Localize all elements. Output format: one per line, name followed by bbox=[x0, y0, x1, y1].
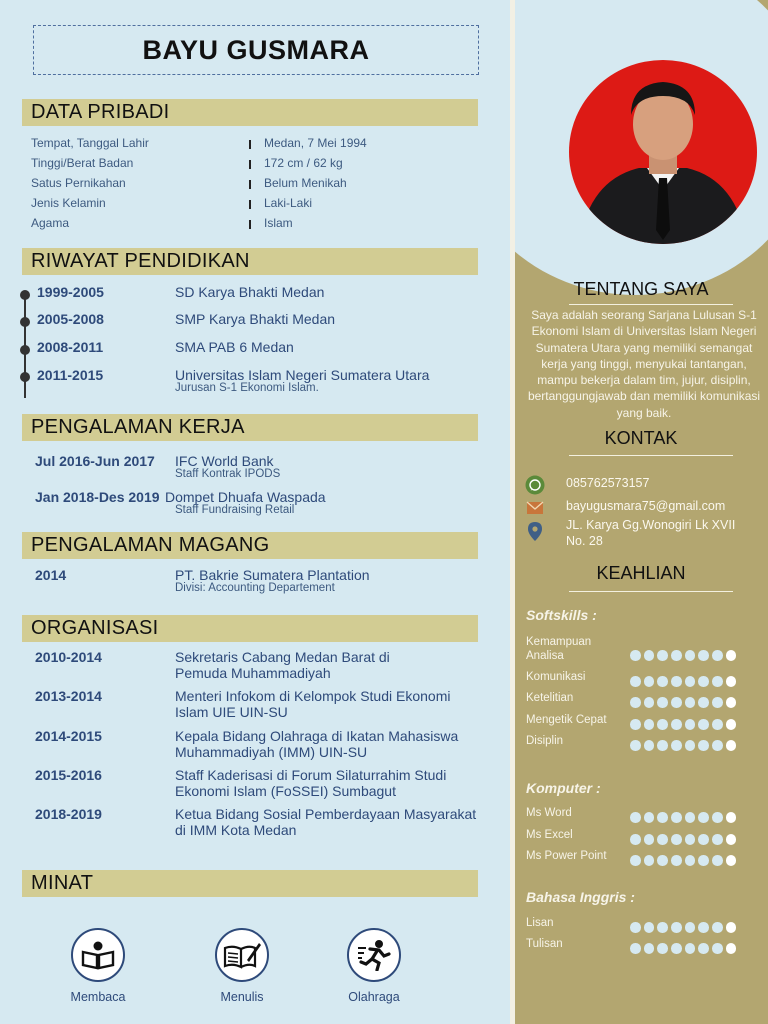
education-school: Universitas Islam Negeri Sumatera Utara bbox=[175, 367, 430, 383]
skill-name: Komunikasi bbox=[526, 671, 586, 683]
personal-label: Jenis Kelamin bbox=[31, 196, 106, 210]
skill-dot-filled bbox=[671, 855, 682, 866]
education-school: SMA PAB 6 Medan bbox=[175, 339, 294, 355]
personal-row bbox=[31, 196, 471, 212]
section-kerja bbox=[22, 414, 478, 441]
skill-row bbox=[526, 691, 766, 707]
location-pin-icon bbox=[525, 521, 545, 541]
skill-name: Lisan bbox=[526, 917, 554, 929]
skill-row bbox=[526, 713, 766, 729]
skill-dot-filled bbox=[657, 812, 668, 823]
skill-dot-filled bbox=[630, 943, 641, 954]
skill-dot-filled bbox=[712, 676, 723, 687]
education-school: SMP Karya Bhakti Medan bbox=[175, 311, 336, 327]
skill-dot-filled bbox=[685, 943, 696, 954]
section-title: PENGALAMAN KERJA bbox=[31, 416, 245, 438]
skill-dot-filled bbox=[630, 650, 641, 661]
section-title: RIWAYAT PENDIDIKAN bbox=[31, 250, 250, 272]
contact-heading: KONTAK bbox=[604, 428, 678, 448]
book-reading-icon bbox=[71, 928, 125, 982]
organization-role-cont: Ekonomi Islam (FoSSEI) Sumbagut bbox=[175, 783, 396, 799]
skill-row bbox=[526, 670, 766, 686]
education-year: 2005-2008 bbox=[37, 311, 104, 327]
skill-dot-filled bbox=[712, 740, 723, 751]
separator bbox=[249, 180, 251, 189]
organization-year: 2013-2014 bbox=[35, 688, 102, 704]
english-skills-title: Bahasa Inggris : bbox=[526, 889, 635, 905]
skill-dot-filled bbox=[630, 676, 641, 687]
profile-photo bbox=[569, 60, 757, 244]
skill-level-dots bbox=[630, 943, 736, 955]
internship-place: PT. Bakrie Sumatera Plantation bbox=[175, 567, 370, 583]
skill-dot-filled bbox=[671, 943, 682, 954]
organization-role-cont: Islam UIE UIN-SU bbox=[175, 704, 288, 720]
education-school: SD Karya Bhakti Medan bbox=[175, 284, 325, 300]
skill-dot-empty bbox=[726, 855, 737, 866]
skill-name: Ms Excel bbox=[526, 829, 573, 841]
skill-dot-filled bbox=[657, 697, 668, 708]
timeline-dot bbox=[20, 317, 30, 327]
section-title: PENGALAMAN MAGANG bbox=[31, 534, 270, 556]
whatsapp-icon bbox=[525, 475, 545, 495]
softskills-title: Softskills : bbox=[526, 607, 597, 623]
skill-dot-filled bbox=[657, 943, 668, 954]
skill-dot-filled bbox=[712, 922, 723, 933]
skill-level-dots bbox=[630, 812, 736, 824]
internship-division: Divisi: Accounting Departement bbox=[175, 582, 335, 594]
skill-dot-filled bbox=[671, 676, 682, 687]
interest-sport bbox=[329, 928, 419, 1004]
skill-dot-filled bbox=[657, 719, 668, 730]
skill-level-dots bbox=[630, 676, 736, 688]
full-name: BAYU GUSMARA bbox=[142, 34, 370, 65]
personal-value: Medan, 7 Mei 1994 bbox=[264, 136, 367, 150]
section-data-pribadi bbox=[22, 99, 478, 126]
organization-year: 2014-2015 bbox=[35, 728, 102, 744]
skill-dot-empty bbox=[726, 834, 737, 845]
skill-row bbox=[526, 828, 766, 844]
skill-row bbox=[526, 916, 766, 932]
timeline-dot bbox=[20, 372, 30, 382]
contact-phone bbox=[525, 475, 765, 495]
skill-row bbox=[526, 734, 766, 750]
skill-level-dots bbox=[630, 855, 736, 867]
about-text: Saya adalah seorang Sarjana Lulusan S-1 Ekonomi Islam di Universitas Islam Negeri Sumatera Utara yang memiliki semangat kerja yang tinggi, menyukai tantangan, mampu bekerja dalam tim, jujur, disiplin, bertanggungjawab dan memiliki komunikasi yang baik. bbox=[527, 308, 761, 420]
organization-role: Staff Kaderisasi di Forum Silaturrahim Studi bbox=[175, 767, 447, 783]
personal-value: Laki-Laki bbox=[264, 196, 313, 210]
email-address: bayugusmara75@gmail.com bbox=[566, 499, 726, 513]
skill-dot-filled bbox=[630, 812, 641, 823]
skill-dot-filled bbox=[698, 812, 709, 823]
skill-dot-filled bbox=[671, 740, 682, 751]
skill-dot-filled bbox=[712, 855, 723, 866]
skill-dot-filled bbox=[671, 922, 682, 933]
skill-dot-filled bbox=[630, 922, 641, 933]
personal-value: 172 cm / 62 kg bbox=[264, 156, 343, 170]
skill-level-dots bbox=[630, 922, 736, 934]
organization-role-cont: Muhammadiyah (IMM) UIN-SU bbox=[175, 744, 368, 760]
skill-dot-empty bbox=[726, 650, 737, 661]
writing-icon bbox=[215, 928, 269, 982]
skill-dot-filled bbox=[712, 812, 723, 823]
work-role: Staff Fundraising Retail bbox=[175, 504, 295, 516]
skill-name: Disiplin bbox=[526, 735, 564, 747]
column-divider bbox=[510, 0, 515, 1024]
skill-dot-filled bbox=[698, 943, 709, 954]
skill-level-dots bbox=[630, 834, 736, 846]
work-place: Dompet Dhuafa Waspada bbox=[165, 489, 326, 505]
skill-dot-filled bbox=[712, 719, 723, 730]
skill-dot-filled bbox=[698, 650, 709, 661]
skill-dot-filled bbox=[644, 697, 655, 708]
skill-dot-filled bbox=[712, 650, 723, 661]
work-place: IFC World Bank bbox=[175, 453, 274, 469]
section-pendidikan bbox=[22, 248, 478, 275]
skill-dot-filled bbox=[671, 719, 682, 730]
skill-level-dots bbox=[630, 650, 736, 662]
personal-label: Agama bbox=[31, 216, 70, 230]
skill-dot-filled bbox=[712, 834, 723, 845]
organization-role: Menteri Infokom di Kelompok Studi Ekonomi bbox=[175, 688, 451, 704]
skill-dot-filled bbox=[630, 834, 641, 845]
separator bbox=[249, 160, 251, 169]
skill-dot-filled bbox=[685, 719, 696, 730]
section-title: DATA PRIBADI bbox=[31, 101, 170, 123]
skill-dot-filled bbox=[698, 834, 709, 845]
skill-dot-empty bbox=[726, 719, 737, 730]
skill-dot-filled bbox=[657, 922, 668, 933]
work-role: Staff Kontrak IPODS bbox=[175, 468, 281, 480]
skill-dot-filled bbox=[685, 812, 696, 823]
skill-name-cont: Analisa bbox=[526, 650, 564, 662]
skill-dot-filled bbox=[671, 834, 682, 845]
education-year: 2011-2015 bbox=[37, 367, 104, 383]
skill-dot-filled bbox=[685, 834, 696, 845]
organization-role: Ketua Bidang Sosial Pemberdayaan Masyarakat bbox=[175, 806, 477, 822]
internship-year: 2014 bbox=[35, 567, 67, 583]
skill-dot-filled bbox=[644, 855, 655, 866]
section-title: ORGANISASI bbox=[31, 617, 159, 639]
skill-dot-filled bbox=[671, 812, 682, 823]
skill-dot-filled bbox=[644, 834, 655, 845]
skill-dot-filled bbox=[698, 855, 709, 866]
skill-dot-filled bbox=[698, 922, 709, 933]
skill-name: Kemampuan bbox=[526, 636, 592, 648]
skill-level-dots bbox=[630, 697, 736, 709]
skill-dot-filled bbox=[698, 740, 709, 751]
skill-dot-filled bbox=[685, 855, 696, 866]
skill-dot-filled bbox=[657, 834, 668, 845]
skill-dot-filled bbox=[644, 650, 655, 661]
skill-dot-filled bbox=[630, 719, 641, 730]
skill-dot-filled bbox=[698, 676, 709, 687]
heading-underline bbox=[569, 304, 733, 305]
skill-dot-filled bbox=[685, 922, 696, 933]
skill-row bbox=[526, 849, 766, 865]
separator bbox=[249, 220, 251, 229]
timeline-dot bbox=[20, 290, 30, 300]
skill-level-dots bbox=[630, 740, 736, 752]
skill-name: Ms Word bbox=[526, 807, 572, 819]
contact-address bbox=[525, 518, 765, 555]
organization-role-cont: di IMM Kota Medan bbox=[175, 822, 297, 838]
organization-role: Sekretaris Cabang Medan Barat di bbox=[175, 649, 390, 665]
skill-dot-filled bbox=[644, 740, 655, 751]
contact-email bbox=[525, 498, 765, 518]
separator bbox=[249, 140, 251, 149]
skill-dot-filled bbox=[671, 650, 682, 661]
personal-value: Belum Menikah bbox=[264, 176, 347, 190]
organization-year: 2018-2019 bbox=[35, 806, 102, 822]
organization-year: 2015-2016 bbox=[35, 767, 102, 783]
skill-dot-empty bbox=[726, 697, 737, 708]
education-year: 2008-2011 bbox=[37, 339, 104, 355]
interest-reading bbox=[53, 928, 143, 1004]
heading-underline bbox=[569, 591, 733, 592]
phone-number: 085762573157 bbox=[566, 476, 650, 490]
heading-underline bbox=[569, 455, 733, 456]
skill-dot-filled bbox=[630, 855, 641, 866]
skill-dot-filled bbox=[657, 740, 668, 751]
skill-level-dots bbox=[630, 719, 736, 731]
skill-dot-empty bbox=[726, 922, 737, 933]
interest-label: Menulis bbox=[220, 990, 264, 1004]
skill-row bbox=[526, 937, 766, 953]
personal-row bbox=[31, 136, 471, 152]
skill-dot-filled bbox=[644, 719, 655, 730]
section-organisasi bbox=[22, 615, 478, 642]
skill-dot-filled bbox=[712, 697, 723, 708]
skill-dot-filled bbox=[685, 697, 696, 708]
education-year: 1999-2005 bbox=[37, 284, 104, 300]
timeline-dot bbox=[20, 345, 30, 355]
skill-name: Ketelitian bbox=[526, 692, 574, 704]
skill-dot-filled bbox=[671, 697, 682, 708]
skill-row bbox=[526, 635, 766, 662]
skill-dot-filled bbox=[630, 740, 641, 751]
interest-label: Olahraga bbox=[348, 990, 400, 1004]
separator bbox=[249, 200, 251, 209]
section-title: MINAT bbox=[31, 872, 94, 894]
skill-dot-filled bbox=[712, 943, 723, 954]
skill-dot-filled bbox=[657, 855, 668, 866]
skill-dot-filled bbox=[657, 650, 668, 661]
skill-dot-filled bbox=[644, 943, 655, 954]
skill-dot-filled bbox=[685, 676, 696, 687]
education-major: Jurusan S-1 Ekonomi Islam. bbox=[175, 382, 319, 394]
computer-skills-title: Komputer : bbox=[526, 780, 601, 796]
address-line-2: No. 28 bbox=[566, 534, 603, 548]
organization-role-cont: Pemuda Muhammadiyah bbox=[175, 665, 331, 681]
skill-dot-empty bbox=[726, 676, 737, 687]
skill-dot-empty bbox=[726, 943, 737, 954]
interest-writing bbox=[197, 928, 287, 1004]
work-period: Jan 2018-Des 2019 bbox=[35, 489, 160, 505]
skill-dot-filled bbox=[644, 922, 655, 933]
skill-dot-filled bbox=[685, 650, 696, 661]
personal-row bbox=[31, 176, 471, 192]
skill-dot-filled bbox=[657, 676, 668, 687]
skill-dot-filled bbox=[630, 697, 641, 708]
about-heading: TENTANG SAYA bbox=[573, 279, 709, 299]
skill-dot-empty bbox=[726, 740, 737, 751]
interest-label: Membaca bbox=[70, 990, 126, 1004]
skill-name: Ms Power Point bbox=[526, 850, 607, 862]
work-period: Jul 2016-Jun 2017 bbox=[35, 453, 155, 469]
skill-dot-empty bbox=[726, 812, 737, 823]
personal-label: Tinggi/Berat Badan bbox=[31, 156, 134, 170]
skill-dot-filled bbox=[644, 812, 655, 823]
personal-label: Tempat, Tanggal Lahir bbox=[31, 136, 149, 150]
skill-name: Tulisan bbox=[526, 938, 563, 950]
name-box bbox=[33, 25, 479, 75]
personal-row bbox=[31, 156, 471, 172]
skill-dot-filled bbox=[698, 719, 709, 730]
mail-icon bbox=[525, 498, 545, 518]
skill-name: Mengetik Cepat bbox=[526, 714, 607, 726]
running-icon bbox=[347, 928, 401, 982]
organization-year: 2010-2014 bbox=[35, 649, 102, 665]
section-minat bbox=[22, 870, 478, 897]
personal-value: Islam bbox=[264, 216, 293, 230]
skill-dot-filled bbox=[644, 676, 655, 687]
skills-heading: KEAHLIAN bbox=[596, 563, 686, 583]
skill-dot-filled bbox=[685, 740, 696, 751]
personal-label: Satus Pernikahan bbox=[31, 176, 126, 190]
personal-row bbox=[31, 216, 471, 232]
section-magang bbox=[22, 532, 478, 559]
skill-dot-filled bbox=[698, 697, 709, 708]
skill-row bbox=[526, 806, 766, 822]
address-line-1: JL. Karya Gg.Wonogiri Lk XVII bbox=[566, 518, 736, 532]
organization-role: Kepala Bidang Olahraga di Ikatan Mahasiswa bbox=[175, 728, 459, 744]
